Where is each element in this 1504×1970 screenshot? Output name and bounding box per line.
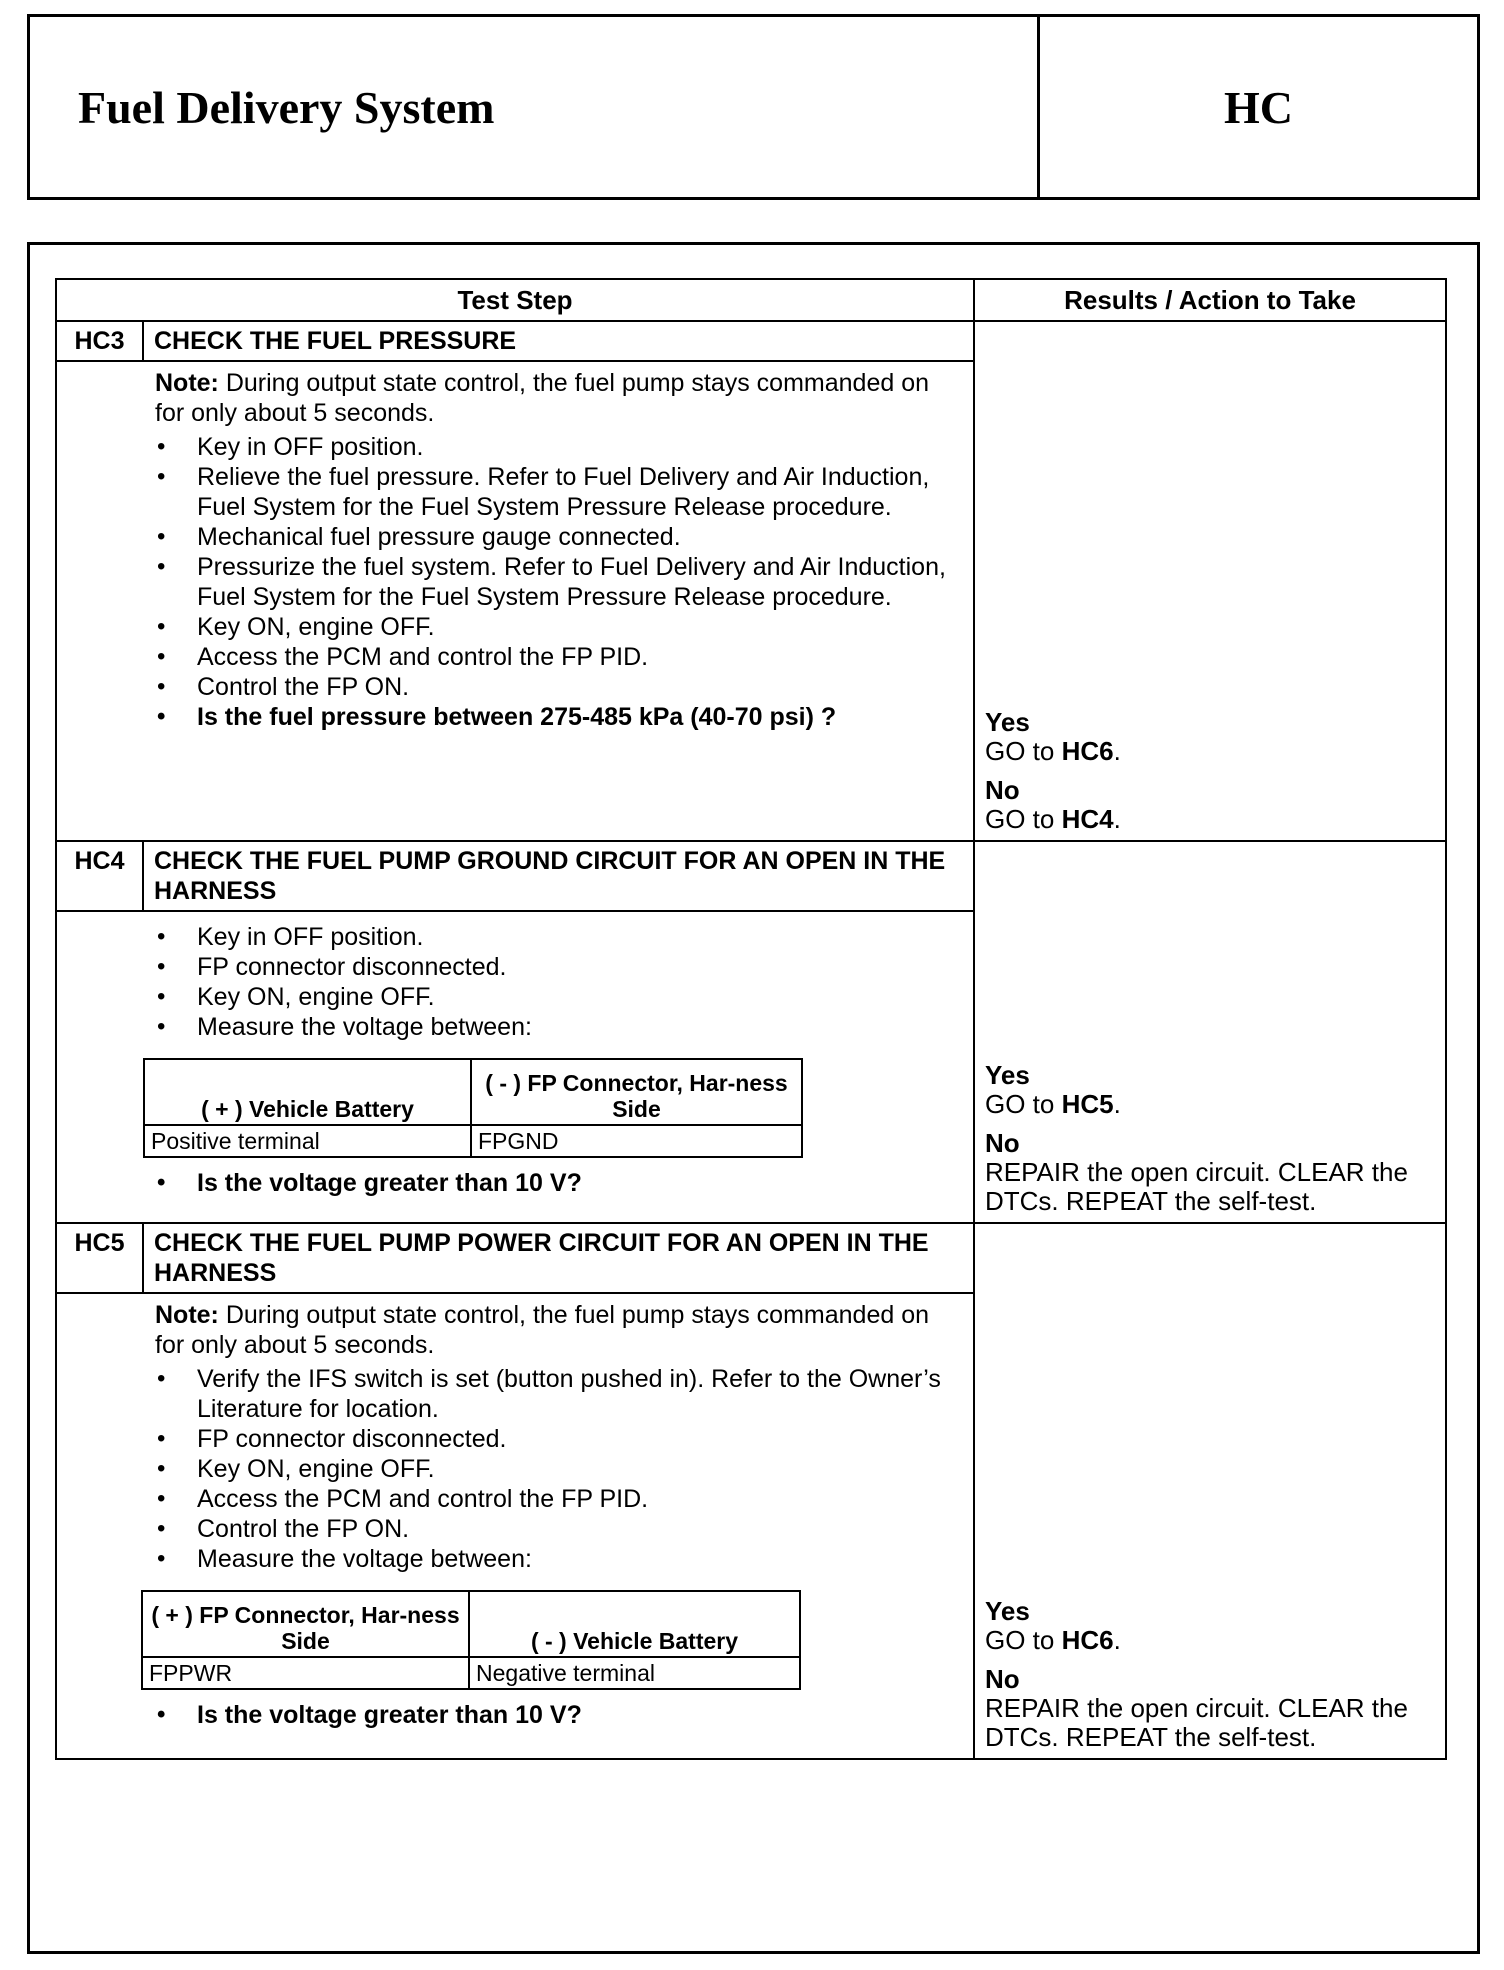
step-question: • Is the fuel pressure between 275-485 kPa (40-70 psi) ?: [155, 702, 961, 732]
step-instructions: [155, 432, 961, 732]
step-code: HC4: [57, 842, 143, 911]
step-title: CHECK THE FUEL PUMP GROUND CIRCUIT FOR AN OPEN IN THE HARNESS: [143, 842, 973, 911]
step-code: HC3: [57, 322, 143, 361]
yes-label: Yes: [985, 707, 1030, 737]
measurement-table: [143, 1058, 803, 1158]
list-item: • Pressurize the fuel system. Refer to Fuel Delivery and Air Induction, Fuel System for the Fuel System Pressure Release procedure.: [155, 552, 961, 612]
step-note: [155, 368, 961, 428]
column-header-test-step: Test Step: [56, 279, 974, 321]
table-row: [56, 1223, 1446, 1759]
note-text: During output state control, the fuel pump stays commanded on for only about 5 seconds.: [155, 1301, 930, 1359]
list-item: • Key in OFF position.: [155, 922, 961, 952]
list-item: • Relieve the fuel pressure. Refer to Fuel Delivery and Air Induction, Fuel System for the Fuel System Pressure Release procedure.: [155, 462, 961, 522]
step-question: • Is the voltage greater than 10 V?: [155, 1700, 961, 1730]
step-question: • Is the voltage greater than 10 V?: [155, 1168, 961, 1198]
list-item: • FP connector disconnected.: [155, 952, 961, 982]
step-link: HC5: [1061, 1089, 1114, 1119]
list-item: • Control the FP ON.: [155, 1514, 961, 1544]
measurement-value: FPPWR: [142, 1657, 469, 1689]
list-item: • Access the PCM and control the FP PID.: [155, 1484, 961, 1514]
measurement-table: [141, 1590, 801, 1690]
measurement-value: Negative terminal: [469, 1657, 800, 1689]
note-label: Note:: [155, 369, 219, 397]
step-title: CHECK THE FUEL PUMP POWER CIRCUIT FOR AN OPEN IN THE HARNESS: [143, 1224, 973, 1293]
no-label: No: [985, 775, 1020, 805]
list-item: • Key ON, engine OFF.: [155, 612, 961, 642]
results-cell: [974, 1223, 1446, 1759]
yes-label: Yes: [985, 1060, 1030, 1090]
results-cell: [974, 321, 1446, 841]
list-item: • Verify the IFS switch is set (button pushed in). Refer to the Owner’s Literature for location.: [155, 1364, 961, 1424]
table-row: [56, 321, 1446, 841]
yes-action: GO to HC5.: [985, 1089, 1121, 1119]
list-item: • Measure the voltage between:: [155, 1012, 961, 1042]
yes-action: GO to HC6.: [985, 1625, 1121, 1655]
note-label: Note:: [155, 1301, 219, 1329]
column-header-results: Results / Action to Take: [974, 279, 1446, 321]
measurement-value: FPGND: [471, 1125, 802, 1157]
list-item: • FP connector disconnected.: [155, 1424, 961, 1454]
step-link: HC6: [1061, 1625, 1114, 1655]
step-link: HC6: [1061, 736, 1114, 766]
measurement-header: ( + ) Vehicle Battery: [144, 1059, 471, 1125]
page-title: Fuel Delivery System: [30, 17, 1040, 197]
note-text: During output state control, the fuel pump stays commanded on for only about 5 seconds.: [155, 369, 930, 427]
no-label: No: [985, 1128, 1020, 1158]
list-item: • Access the PCM and control the FP PID.: [155, 642, 961, 672]
measurement-value: Positive terminal: [144, 1125, 471, 1157]
no-label: No: [985, 1664, 1020, 1694]
list-item: • Measure the voltage between:: [155, 1544, 961, 1574]
list-item: • Key in OFF position.: [155, 432, 961, 462]
step-link: HC4: [1061, 804, 1114, 834]
yes-label: Yes: [985, 1596, 1030, 1626]
no-action: GO to HC4.: [985, 804, 1121, 834]
section-code: HC: [1224, 81, 1293, 133]
table-row: [56, 841, 1446, 1223]
step-note: [155, 1300, 961, 1360]
list-item: • Key ON, engine OFF.: [155, 1454, 961, 1484]
step-instructions: [155, 922, 961, 1042]
step-instructions: [155, 1364, 961, 1574]
no-action: REPAIR the open circuit. CLEAR the DTCs. REPEAT the self-test.: [985, 1693, 1408, 1752]
measurement-header: ( + ) FP Connector, Har-ness Side: [142, 1591, 469, 1657]
step-title: CHECK THE FUEL PRESSURE: [143, 322, 973, 361]
yes-action: GO to HC6.: [985, 736, 1121, 766]
list-item: • Key ON, engine OFF.: [155, 982, 961, 1012]
measurement-header: ( - ) Vehicle Battery: [469, 1591, 800, 1657]
no-action: REPAIR the open circuit. CLEAR the DTCs. REPEAT the self-test.: [985, 1157, 1408, 1216]
list-item: • Mechanical fuel pressure gauge connected.: [155, 522, 961, 552]
measurement-header: ( - ) FP Connector, Har-ness Side: [471, 1059, 802, 1125]
test-step-table: [55, 278, 1447, 1760]
step-code: HC5: [57, 1224, 143, 1293]
page-header: [27, 14, 1480, 200]
list-item: • Control the FP ON.: [155, 672, 961, 702]
results-cell: [974, 841, 1446, 1223]
